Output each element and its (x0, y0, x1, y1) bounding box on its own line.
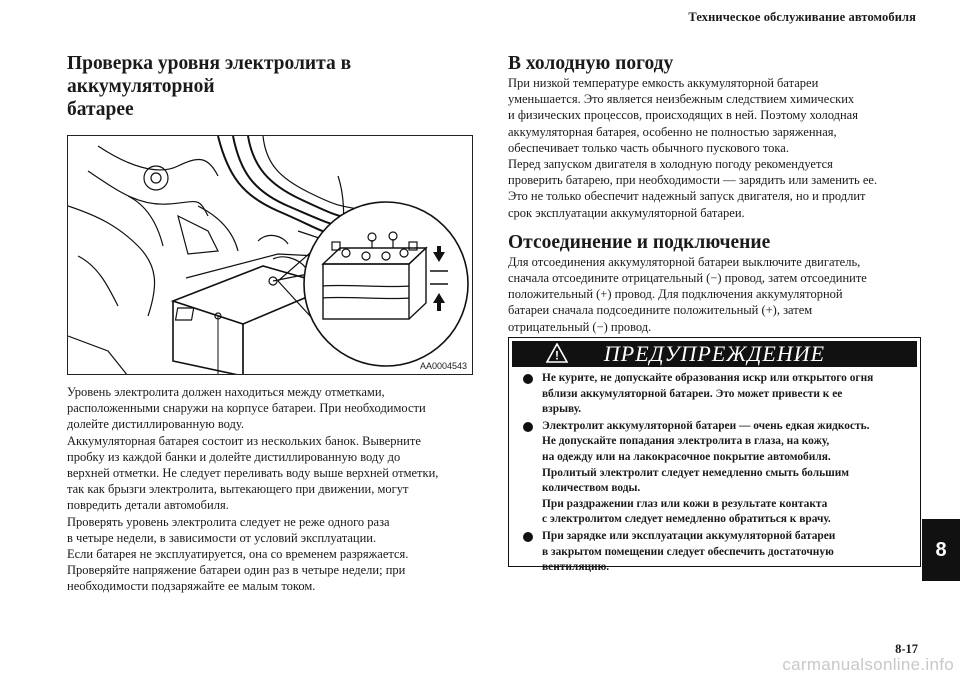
bullet-icon (523, 374, 533, 384)
right-column (508, 52, 920, 335)
cold-weather-text: При низкой температуре емкость аккумуляторной батареи уменьшается. Это является неизбежным следствием химических и физических процессов, происходящих в ней. Поэтому холодная аккумуляторная батарея, особенно не полностью заряженная, обеспечивает только часть обычного пускового тока. Перед запуском двигателя в холодную погоду рекомендуется проверить батарею, при необходимости — зарядить или заменить ее. Это не только обеспечит надежный запуск двигателя, но и продлит срок эксплуатации аккумуляторной батареи. (508, 76, 878, 220)
left-column (67, 52, 475, 595)
warning-title: ПРЕДУПРЕЖДЕНИЕ (603, 341, 826, 366)
bullet-icon (523, 422, 533, 432)
disconnect-text: Для отсоединения аккумуляторной батареи выключите двигатель, сначала отсоедините отрицательный (−) провод, затем отсоедините положительный (+) провод. Для подключения аккумуляторной батареи сначала подсоедините положительный (+), затем отрицательный (−) провод. (508, 254, 867, 334)
warning-item: Электролит аккумуляторной батареи — очень едкая жидкость. Не допускайте попадания электролита в глаза, на кожу, на одежду или на лакокрасочное покрытие автомобиля. Пролитый электролит следует немедленно смыть большим количеством воды. При раздражении глаз или кожи в результате контакта с электролитом следует немедленно обратиться к врачу. (523, 419, 910, 528)
warning-box (508, 337, 921, 574)
warning-list (509, 371, 920, 576)
page-number: 8-17 (895, 642, 918, 656)
warning-header (512, 341, 917, 367)
bullet-icon (523, 532, 533, 542)
warning-symbol: ! (555, 348, 559, 363)
disconnect-heading: Отсоединение и подключение (508, 231, 771, 253)
watermark: carmanualsonline.info (782, 655, 954, 674)
battery-engine-drawing (68, 136, 473, 375)
running-header: Техническое обслуживание автомобиля (688, 10, 916, 24)
warning-item: Не курите, не допускайте образования искр или открытого огня вблизи аккумуляторной батареи. Это может привести к ее взрыву. (523, 371, 910, 418)
battery-check-text: Уровень электролита должен находиться между отметками, расположенными снаружи на корпусе батареи. При необходимости долейте дистиллированную воду. Аккумуляторная батарея состоит из нескольких банок. Выверните пробку из каждой банки и долейте дистиллированную воду до верхней отметки. Не следует переливать воду выше верхней отметки, так как брызги электролита, вытекающего при движении, могут повредить детали автомобиля. Проверять уровень электролита следует не реже одного раза в четыре недели, в зависимости от условий эксплуатации. Если батарея не эксплуатируется, она со временем разряжается. Проверяйте напряжение батареи один раз в четыре недели; при необходимости подзаряжайте ее малым током. (67, 385, 439, 594)
battery-check-heading: Проверка уровня электролита в аккумуляторной батарее (67, 53, 352, 120)
figure-code: AA0004543 (419, 361, 467, 371)
chapter-tab: 8 (922, 519, 960, 581)
cold-weather-heading: В холодную погоду (508, 53, 674, 74)
warning-triangle-icon (546, 343, 568, 363)
battery-illustration (67, 135, 473, 375)
warning-item: При зарядке или эксплуатации аккумуляторной батареи в закрытом помещении следует обеспечить достаточную вентиляцию. (523, 529, 910, 576)
